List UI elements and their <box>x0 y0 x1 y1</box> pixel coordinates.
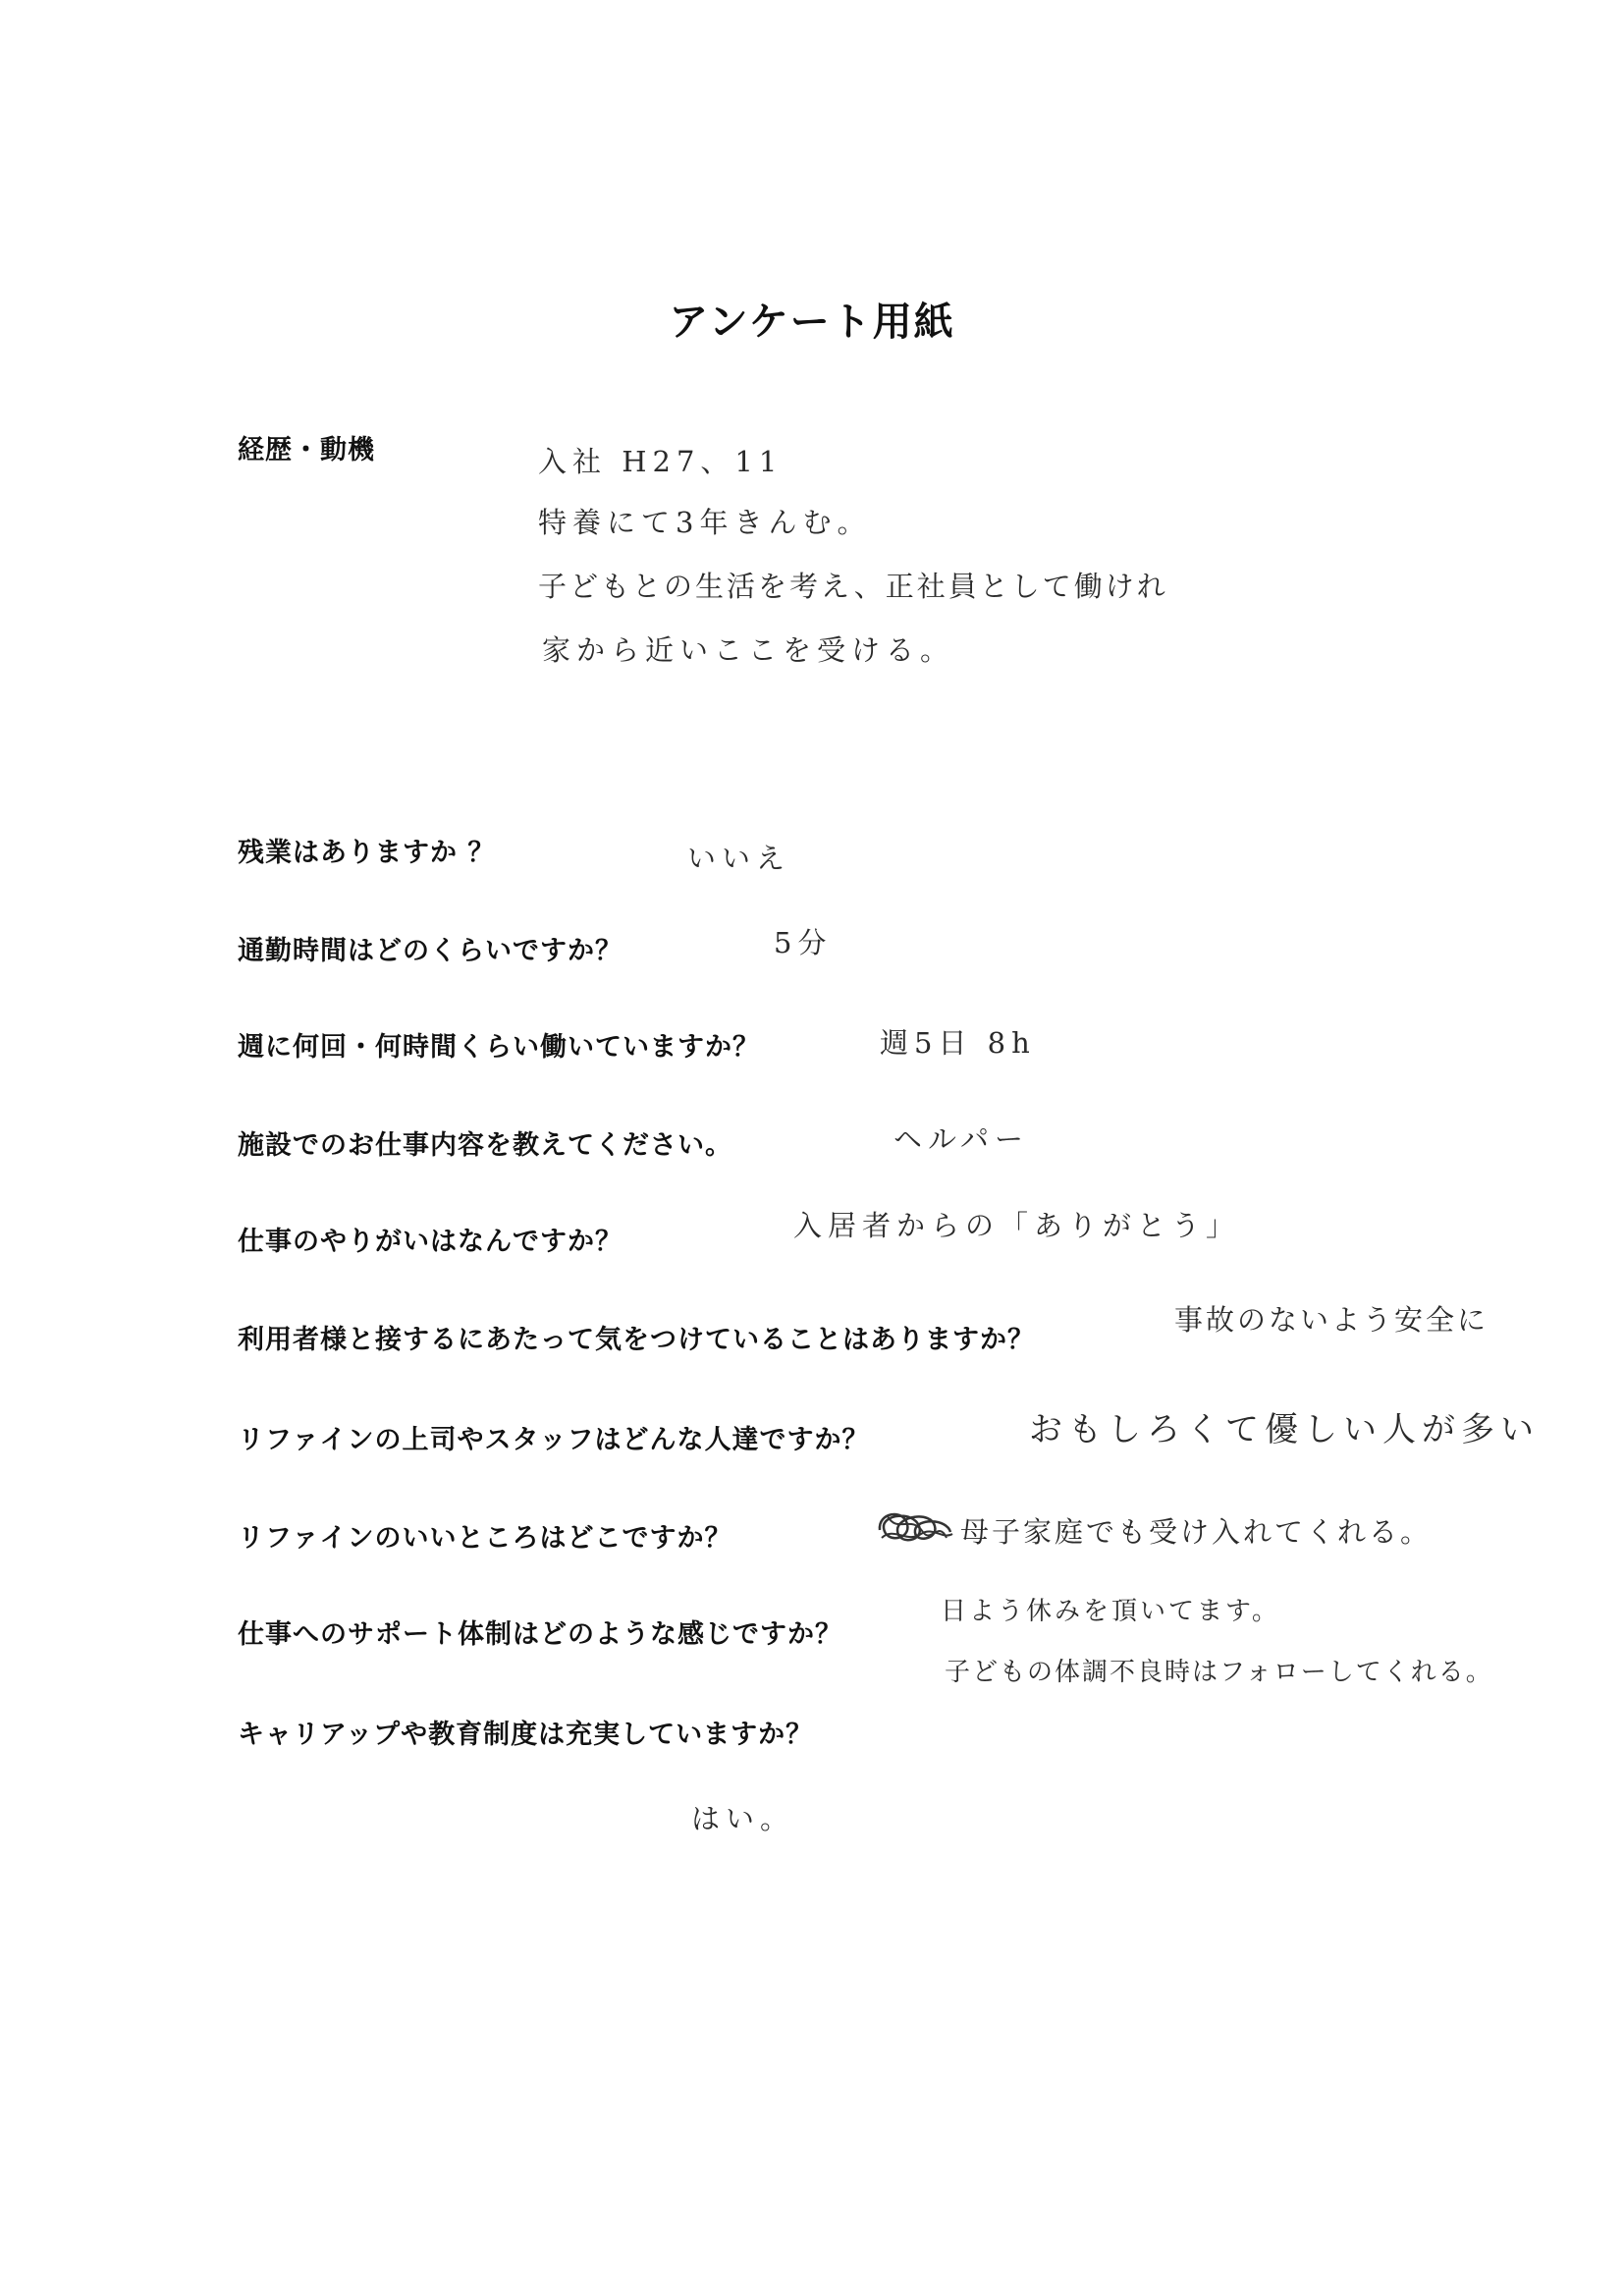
answer-job-content: ヘルパー <box>893 1122 1029 1156</box>
question-support: 仕事へのサポート体制はどのような感じですか？ <box>238 1619 842 1650</box>
answer-career-line-3: 子どもとの生活を考え、正社員として働けれ <box>538 570 1168 603</box>
crossed-out-scribble <box>874 1504 956 1554</box>
answer-colleagues: おもしろくて優しい人が多い <box>1029 1410 1540 1449</box>
question-career: 経歴・動機 <box>238 435 375 465</box>
question-colleagues: リファインの上司やスタッフはどんな人達ですか？ <box>238 1425 870 1455</box>
question-rewarding: 仕事のやりがいはなんですか？ <box>238 1227 623 1257</box>
question-care-points: 利用者様と接するにあたって気をつけていることはありますか？ <box>238 1325 1035 1355</box>
answer-career-line-1: 入社 H27、11 <box>538 445 784 478</box>
answer-work-hours: 週5日 8h <box>880 1026 1036 1060</box>
answer-commute: 5分 <box>774 926 833 959</box>
question-job-content: 施設でのお仕事内容を教えてください。 <box>238 1130 732 1161</box>
question-overtime: 残業はありますか ？ <box>238 838 496 868</box>
answer-overtime: いいえ <box>687 842 791 875</box>
answer-career-education: はい。 <box>691 1802 795 1835</box>
question-career-education: キャリアップや教育制度は充実していますか？ <box>238 1720 814 1750</box>
answer-support-line-1: 日よう休みを頂いてます。 <box>941 1597 1280 1626</box>
answer-care-points: 事故のないよう安全に <box>1174 1303 1489 1337</box>
answer-career-line-4: 家から近いここを受ける。 <box>542 633 955 667</box>
question-commute: 通勤時間はどのくらいですか？ <box>238 936 623 966</box>
answer-support-line-2: 子どもの体調不良時はフォローしてくれる。 <box>945 1658 1493 1687</box>
question-work-hours: 週に何回・何時間くらい働いていますか？ <box>238 1032 760 1063</box>
page-title: アンケート用紙 <box>669 300 955 345</box>
answer-career-line-2: 特養にて3年きんむ。 <box>538 506 872 539</box>
answer-rewarding: 入居者からの「ありがとう」 <box>793 1209 1241 1242</box>
answer-good-points: 母子家庭でも受け入れてくれる。 <box>960 1515 1433 1549</box>
question-good-points: リファインのいいところはどこですか？ <box>238 1523 732 1554</box>
